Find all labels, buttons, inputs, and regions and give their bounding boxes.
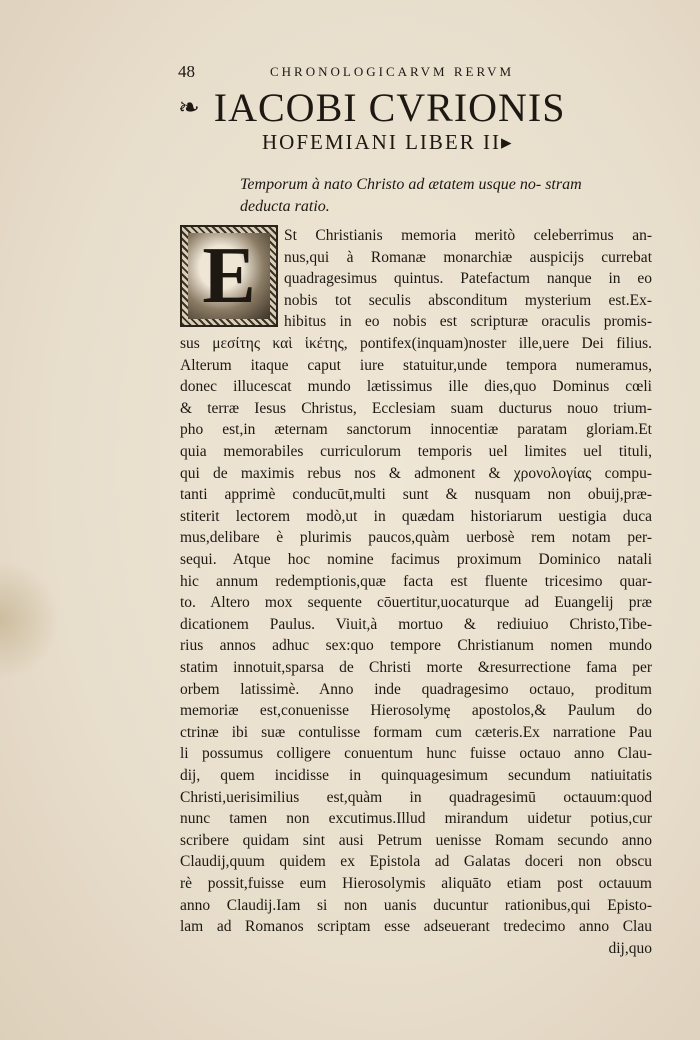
text-line: ctrinæ ibi suæ contulisse formam cum cæteris.Ex narratione Pau <box>180 723 652 741</box>
text-line: orbem latissimè. Anno inde quadragesimo octauo, proditum <box>180 680 652 698</box>
text-line: tanti apprimè conducūt,multi sunt & nusquam non obuij,præ- <box>180 486 652 504</box>
text-line: & terræ Iesus Christus, Ecclesiam suam ducturus nouo trium- <box>180 399 652 417</box>
text-line: li possumus colligere conuentum hunc fuisse octauo anno Clau- <box>180 745 652 763</box>
initial-woodcut <box>188 233 270 319</box>
text-line: St Christianis memoria meritò celeberrimus an- <box>284 227 652 244</box>
page-number: 48 <box>178 62 195 81</box>
text-line: sequi. Atque hoc nomine facimus proximum Dominico natali <box>180 551 652 568</box>
running-title: CHRONOLOGICARVM RERVM <box>270 64 515 79</box>
text-line: memoriæ est,conuenisse Hierosolymę apostolos,& Paulum do <box>180 702 652 720</box>
text-line: donec illucescat mundo lætissimus ille dies,quo Dominus cœli <box>180 378 652 396</box>
text-line: nunc tamen non excutimus.Illud mirandum uidetur potius,cur <box>180 810 652 828</box>
title-line-2: HOFEMIANI LIBER II▸ <box>262 130 514 154</box>
text-line: quia memorabiles curriculorum temporis uel limites uel tituli, <box>180 443 652 460</box>
text-line: pho est,in æternam sanctorum innocentiæ paratam gloriam.Et <box>180 421 652 439</box>
text-line: mus,delibare è plurimis paucos,quàm uerbosè rem notam per- <box>180 529 652 547</box>
text-line: anno Claudij.Iam si non uanis ducuntur rationibus,qui Episto- <box>180 896 652 914</box>
text-line: nobis tot seculis absconditum mysterium est.Ex- <box>284 291 652 309</box>
text-line: statim innotuit,sparsa de Christi morte &resurrectione fama per <box>180 659 652 676</box>
chapter-subtitle: Temporum à nato Christo ad ætatem usque no- stram deducta ratio. <box>240 176 582 215</box>
water-stain <box>0 560 60 680</box>
book-title <box>178 84 658 130</box>
text-line: rius annos adhuc sex:quo tempore Christianum nomen mundo <box>180 637 652 655</box>
text-line: Christi,uerisimilius est,quàm in quadragesimū octauum:quod <box>180 788 652 806</box>
text-line: hic annum redemptionis,quæ facta est fluente tricesimo quar- <box>180 572 652 590</box>
text-line: lam ad Romanos scriptam esse adseuerant tredecimo anno Clau <box>180 918 652 936</box>
text-line: rè possit,fuisse eum Hierosolymis aliquāto etiam post octauum <box>180 875 652 892</box>
title-line-1: IACOBI CVRIONIS <box>213 85 566 130</box>
running-header <box>178 62 648 82</box>
fleuron-icon: ❧ <box>178 92 200 122</box>
text-line: Alterum itaque caput iure statuitur,unde tempora numeramus, <box>180 356 652 374</box>
text-line: nus,qui à Romanæ monarchiæ auspicijs currebat <box>284 248 652 266</box>
decorated-initial <box>180 225 278 327</box>
text-line: qui de maximis rebus nos & admonent & χρονολογίας compu- <box>180 464 652 482</box>
text-line: hibitus in eo nobis est scripturæ oraculis promis- <box>284 313 652 331</box>
initial-letter: E <box>202 232 256 320</box>
text-line: Claudij,quum quidem ex Epistola ad Galatas doceri non obscu <box>180 853 652 871</box>
text-line: scribere quidam sint ausi Petrum uenisse Romam secundo anno <box>180 831 652 849</box>
text-line: dij, quem incidisse in quinquagesimum secundum natiuitatis <box>180 767 652 784</box>
text-line: stiterit lectorem modò,ut in quædam historiarum uestigia duca <box>180 507 652 525</box>
text-line: quadragesimus quintus. Patefactum nanque in eo <box>284 270 652 288</box>
text-line: dicationem Paulus. Viuit,à mortuo & rediuiuo Christo,Tibe- <box>180 615 652 633</box>
text-line: to. Altero mox sequente cōuertitur,uocaturque ad Euangelij præ <box>180 594 652 612</box>
text-line: dij,quo <box>608 939 652 957</box>
text-line: sus μεσίτης καὶ ἱκέτης, pontifex(inquam)noster ille,uere Dei filius. <box>180 335 652 352</box>
